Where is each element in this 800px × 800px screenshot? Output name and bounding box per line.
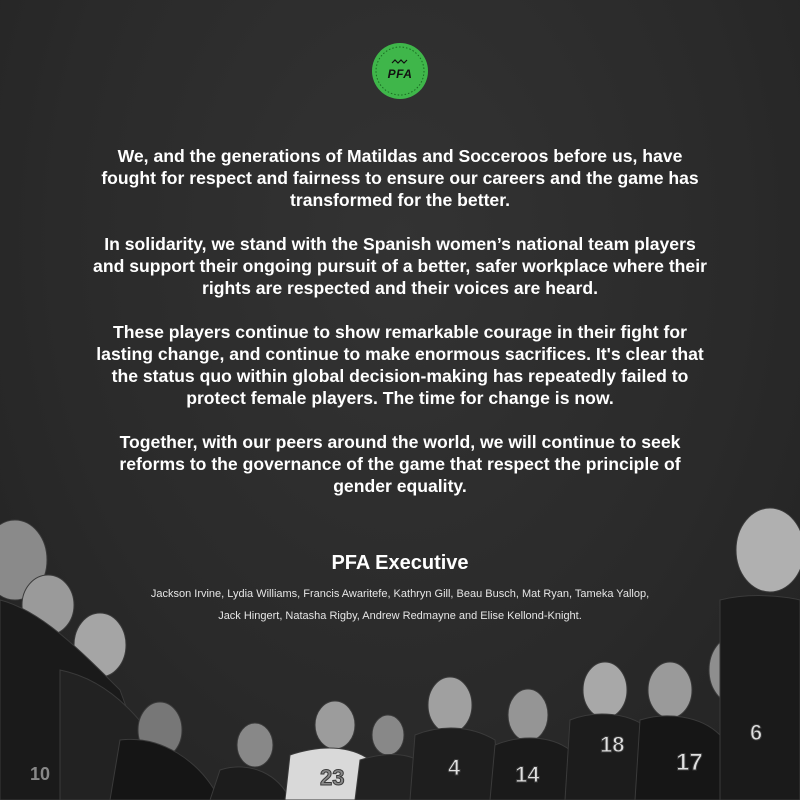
jersey-number: 17: [676, 749, 703, 776]
names-line: Jack Hingert, Natasha Rigby, Andrew Redmayne and Elise Kellond-Knight.: [218, 610, 582, 622]
jersey-number: 23: [320, 765, 345, 790]
statement-paragraph: These players continue to show remarkable courage in their fight for lasting change, and continue to make enormous sacrifices. It's clear that the status quo within global decision-making has repeatedly failed to protect female players. The time for change is now.: [96, 322, 704, 408]
jersey-number: 6: [750, 720, 763, 745]
signature-names: [120, 583, 680, 627]
logo-text: PFA: [387, 67, 413, 81]
names-line: Jackson Irvine, Lydia Williams, Francis Awaritefe, Kathryn Gill, Beau Busch, Mat Ryan, Tameka Yallop,: [150, 588, 650, 600]
statement-paragraph: In solidarity, we stand with the Spanish women’s national team players and support their ongoing pursuit of a better, safer workplace where their rights are respected and their voices are heard.: [93, 234, 707, 298]
jersey-number: 14: [515, 762, 540, 787]
statement-paragraph: We, and the generations of Matildas and Socceroos before us, have fought for respect and fairness to ensure our careers and the game has transformed for the better.: [101, 146, 699, 210]
jersey-number: 10: [30, 764, 51, 784]
players-center-group: [285, 677, 575, 800]
pfa-logo-icon: [372, 43, 428, 99]
statement-paragraph: Together, with our peers around the world, we will continue to seek reforms to the governance of the game that respect the principle of gender equality.: [119, 432, 681, 496]
jersey-number: 18: [600, 732, 625, 757]
signature-title: PFA Executive: [331, 552, 469, 574]
statement-body: [90, 145, 710, 519]
jersey-number: 4: [448, 755, 461, 780]
